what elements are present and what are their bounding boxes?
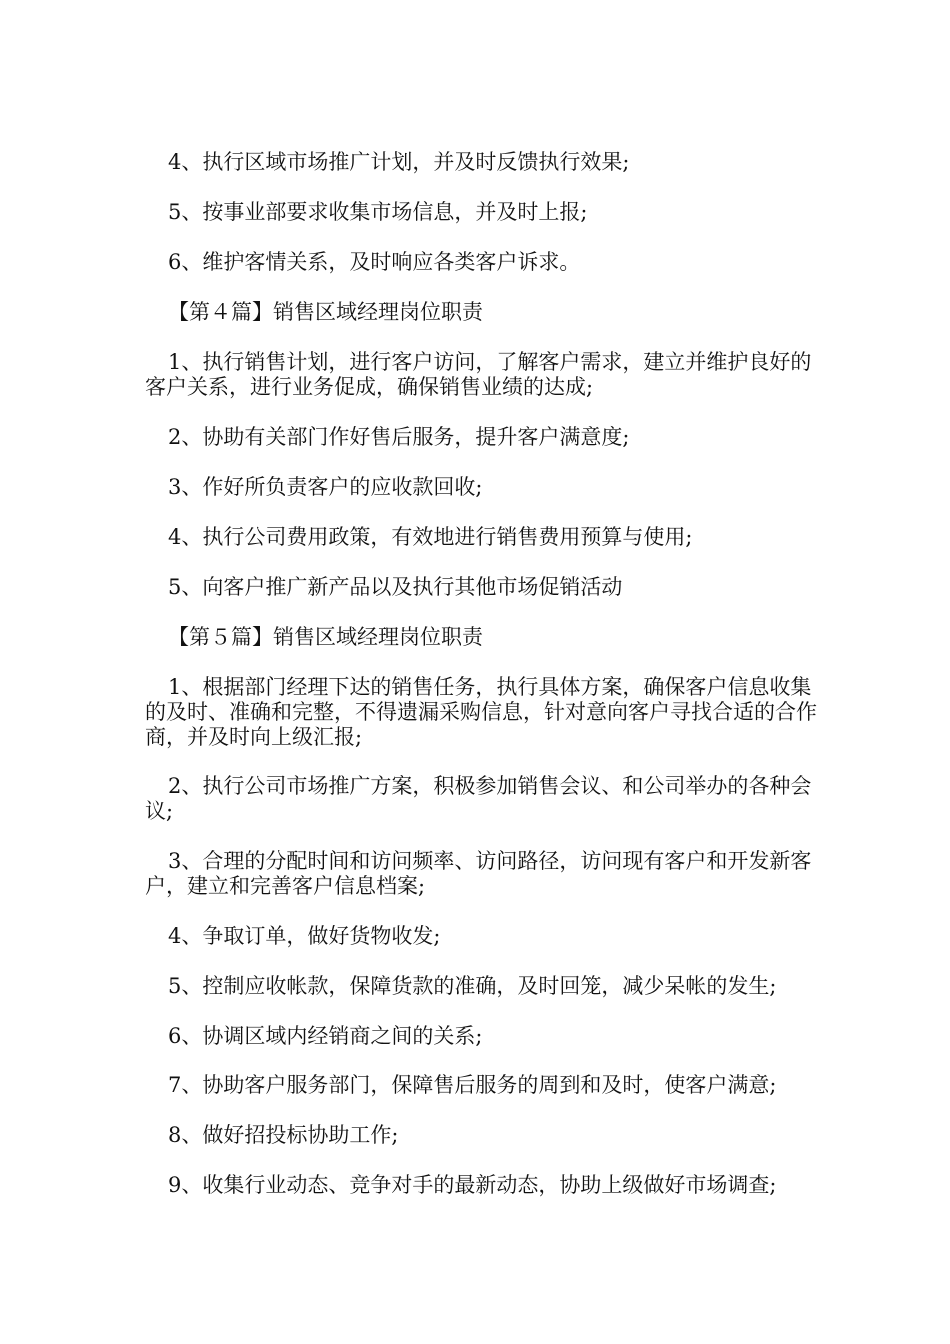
section5-item-6: 6、协调区域内经销商之间的关系; (168, 1024, 483, 1048)
section4-item-1: 1、执行销售计划，进行客户访问，了解客户需求，建立并维护良好的客户关系，进行业务促成，确保销售业绩的达成; (145, 350, 812, 399)
section4-item-2: 2、协助有关部门作好售后服务，提升客户满意度; (168, 425, 630, 449)
paragraph-item-6: 6、维护客情关系，及时响应各类客户诉求。 (168, 250, 581, 274)
section5-item-2: 2、执行公司市场推广方案，积极参加销售会议、和公司举办的各种会议; (145, 774, 812, 823)
section4-item-5: 5、向客户推广新产品以及执行其他市场促销活动 (168, 575, 623, 599)
section-heading-5: 【第５篇】销售区域经理岗位职责 (168, 625, 483, 649)
section4-item-4: 4、执行公司费用政策，有效地进行销售费用预算与使用; (168, 525, 693, 549)
section-heading-4: 【第４篇】销售区域经理岗位职责 (168, 300, 483, 324)
document-page (145, 0, 820, 1344)
paragraph-item-4: 4、执行区域市场推广计划，并及时反馈执行效果; (168, 150, 630, 174)
section4-item-3: 3、作好所负责客户的应收款回收; (168, 475, 483, 499)
section5-item-3: 3、合理的分配时间和访问频率、访问路径，访问现有客户和开发新客户，建立和完善客户信息档案; (145, 849, 812, 898)
section5-item-9: 9、收集行业动态、竞争对手的最新动态，协助上级做好市场调查; (168, 1173, 777, 1197)
section5-item-7: 7、协助客户服务部门，保障售后服务的周到和及时，使客户满意; (168, 1073, 777, 1097)
section5-item-1: 1、根据部门经理下达的销售任务，执行具体方案，确保客户信息收集的及时、准确和完整，不得遗漏采购信息，针对意向客户寻找合适的合作商，并及时向上级汇报; (145, 675, 817, 749)
section5-item-5: 5、控制应收帐款，保障货款的准确，及时回笼，减少呆帐的发生; (168, 974, 777, 998)
section5-item-8: 8、做好招投标协助工作; (168, 1123, 399, 1147)
section5-item-4: 4、争取订单，做好货物收发; (168, 924, 441, 948)
paragraph-item-5: 5、按事业部要求收集市场信息，并及时上报; (168, 200, 588, 224)
